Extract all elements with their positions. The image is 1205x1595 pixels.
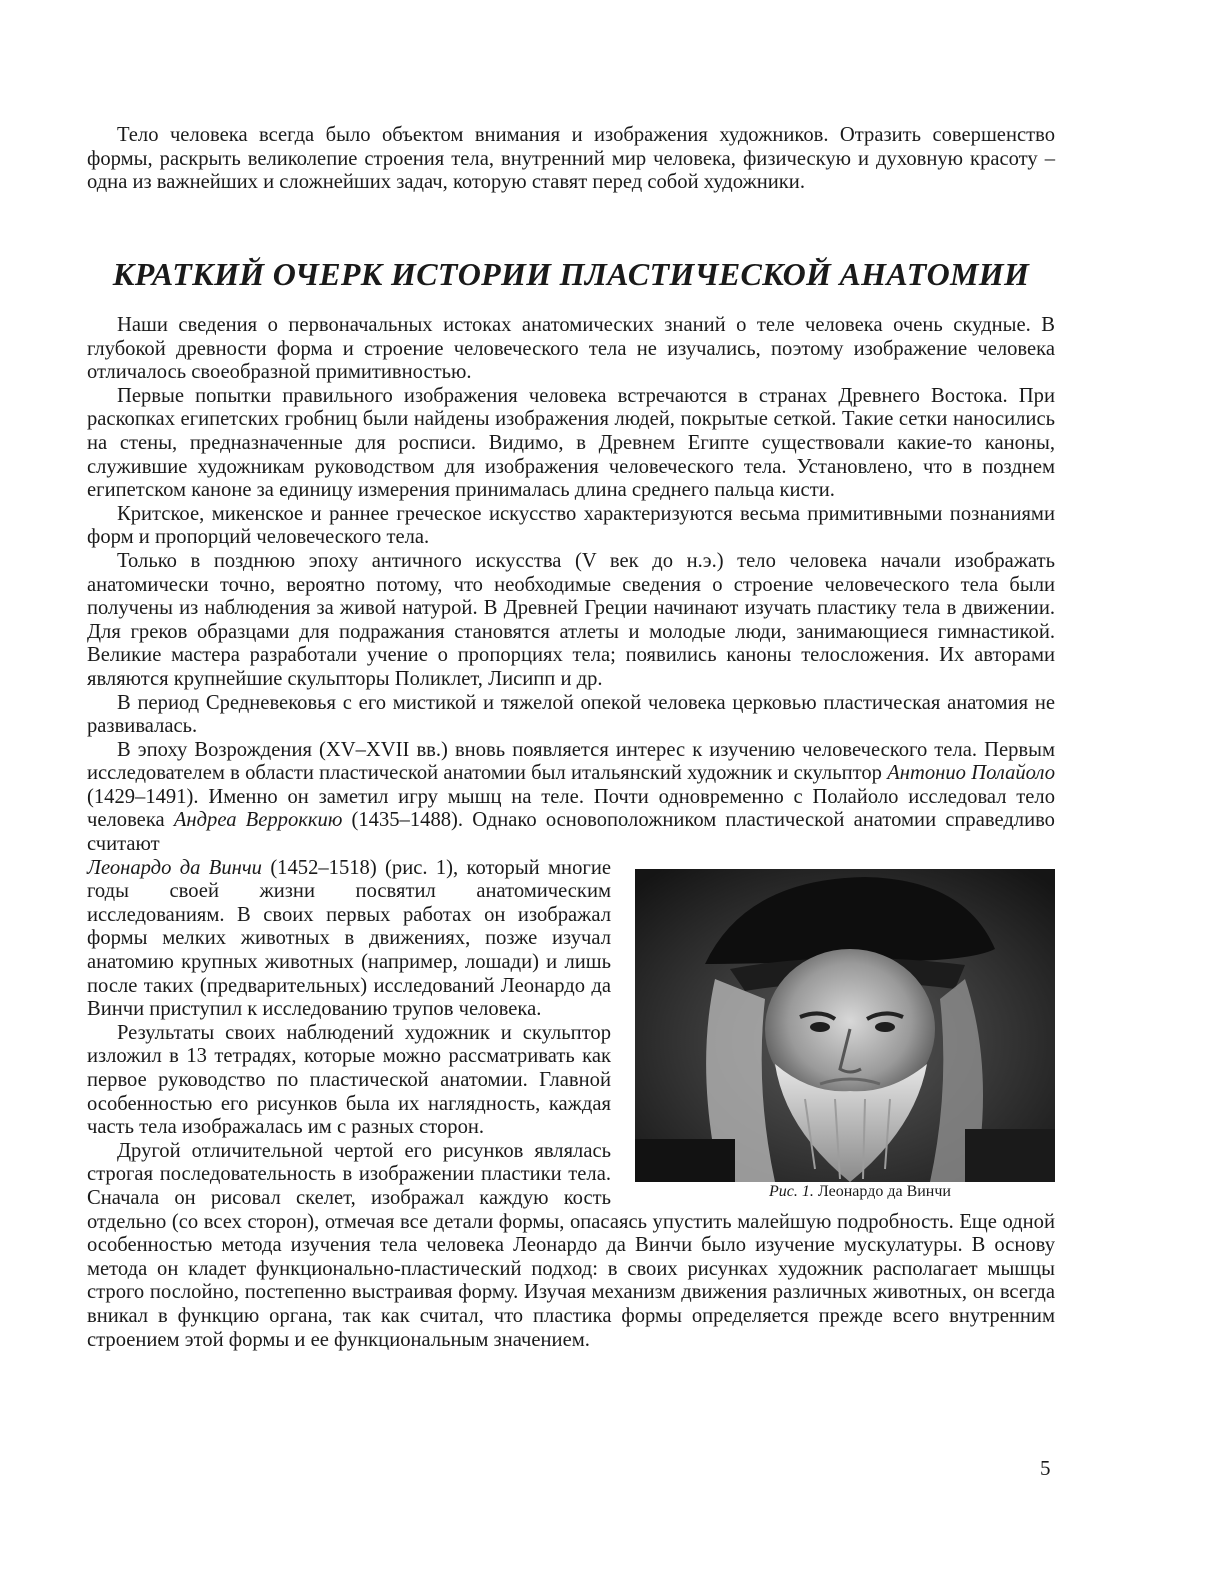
paragraph-6-cont: Леонардо да Винчи (1452–1518) (рис. 1), который многие годы своей жизни посвятил анатомическим исследованиям. В своих первых работах он изображал формы мелких животных в движениях, позже изучал анатомию крупных животных (например, лошади) и лишь после таких (предварительных) исследований Леонардо да Винчи приступил к исследованию трупов человека. <box>87 856 611 1021</box>
paragraph-1: Наши сведения о первоначальных истоках анатомических знаний о теле человека очень скудные. В глубокой древности форма и строение человеческого тела не изучались, поэтому изображение человека отличалось своеобразной примитивностью. <box>87 314 1055 384</box>
leonardo-portrait-image <box>635 869 1055 1182</box>
section-heading: КРАТКИЙ ОЧЕРК ИСТОРИИ ПЛАСТИЧЕСКОЙ АНАТОМИИ <box>112 256 1030 292</box>
paragraph-6: В эпоху Возрождения (XV–XVII вв.) вновь появляется интерес к изучению человеческого тела. Первым исследователем в области пластической анатомии был итальянский художник и скульптор Антонио Полайоло (1429–1491). Именно он заметил игру мышц на теле. Почти одновременно с Полайоло исследовал тело человека Андреа Верроккию (1435–1488). Однако основоположником пластической анатомии справедливо считают <box>87 738 1055 856</box>
name-leonardo: Леонардо да Винчи <box>87 856 262 879</box>
figure-caption <box>635 1182 1055 1202</box>
figure-wrap-block <box>87 739 1055 1352</box>
figure-1 <box>635 869 1055 1202</box>
name-pollaiuolo: Антонио Полайоло <box>887 762 1055 785</box>
figure-title: Леонардо да Винчи <box>817 1182 951 1200</box>
figure-label: Рис. 1. <box>769 1182 814 1200</box>
body-text <box>87 314 1055 1352</box>
paragraph-2: Первые попытки правильного изображения человека встречаются в странах Древнего Востока. При раскопках египетских гробниц были найдены изображения людей, покрытые сеткой. Такие сетки наносились на стены, предназначенные для росписи. Видимо, в Древнем Египте существовали какие-то каноны, служившие художникам руководством для изображения человеческого тела. Установлено, что в позднем египетском каноне за единицу измерения принималась длина среднего пальца кисти. <box>87 384 1055 502</box>
paragraph-8: Другой отличительной чертой его рисунков являлась строгая последовательность в изображении пластики тела. Сначала он рисовал скелет, изображал каждую кость отдельно (со всех сторон), отмечая все детали формы, опасаясь упустить малейшую подробность. Еще одной особенностью метода изучения тела человека Леонардо да Винчи было изучение мускулатуры. В основу метода он кладет функционально-пластический подход: в своих рисунках художник располагает мышцы строго послойно, постепенно выстраивая форму. Изучая механизм движения различных животных, он всегда вникал в функцию органа, так как считал, что пластика формы определяется прежде всего внутренним строением этой формы и ее функциональным значением. <box>87 1139 1055 1351</box>
name-verrocchio: Андреа Верроккию <box>173 809 343 832</box>
paragraph-4: Только в позднюю эпоху античного искусства (V век до н.э.) тело человека начали изображать анатомически точно, вероятно потому, что необходимые сведения о строение человеческого тела были получены из наблюдения за живой натурой. В Древней Греции начинают изучать пластику тела в движении. Для греков образцами для подражания становятся атлеты и молодые люди, занимающиеся гимнастикой. Великие мастера разработали учение о пропорциях тела; появились каноны телосложения. Их авторами являются крупнейшие скульпторы Поликлет, Лисипп и др. <box>87 549 1055 690</box>
paragraph-3: Критское, микенское и раннее греческое искусство характеризуются весьма примитивными познаниями форм и пропорций человеческого тела. <box>87 502 1055 549</box>
page-number: 5 <box>1040 1456 1051 1480</box>
intro-paragraph: Тело человека всегда было объектом внимания и изображения художников. Отразить совершенство формы, раскрыть великолепие строения тела, внутренний мир человека, физическую и духовную красоту – одна из важнейших и сложнейших задач, которую ставят перед собой художники. <box>87 124 1055 194</box>
intro-section <box>87 124 1055 195</box>
paragraph-7: Результаты своих наблюдений художник и скульптор изложил в 13 тетрадях, которые можно рассматривать как первое руководство по пластической анатомии. Главной особенностью его рисунков была их наглядность, каждая часть тела изображалась им с разных сторон. <box>87 1021 611 1139</box>
paragraph-5: В период Средневековья с его мистикой и тяжелой опекой человека церковью пластическая анатомия не развивалась. <box>87 691 1055 738</box>
